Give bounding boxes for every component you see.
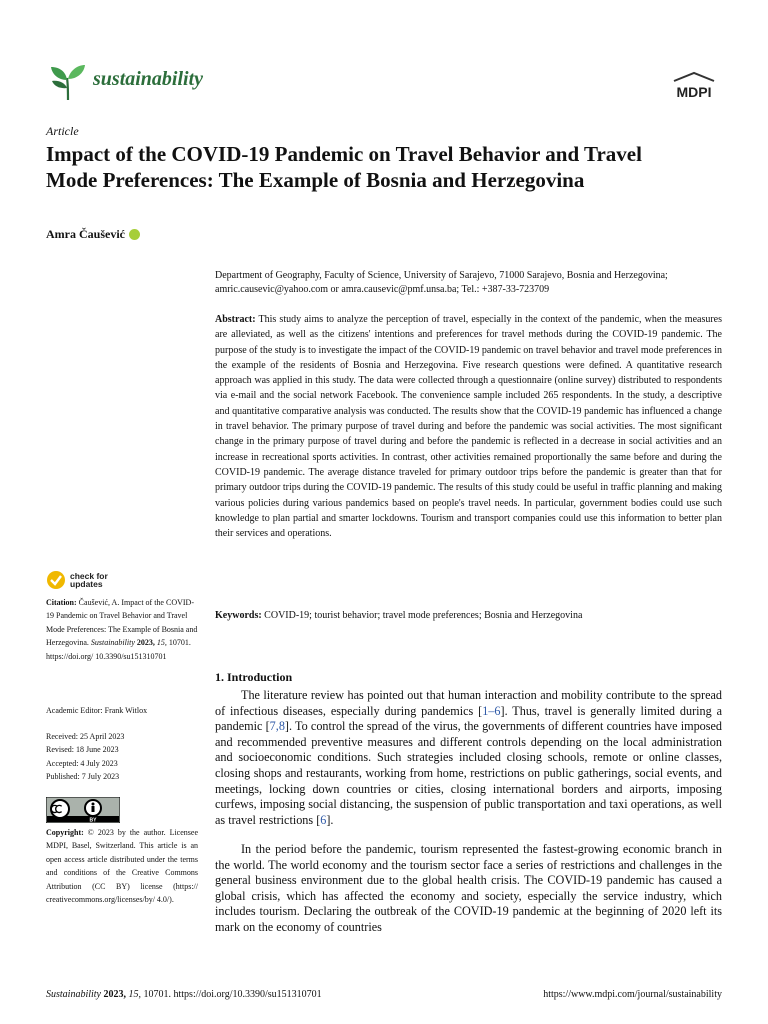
paragraph-text: ]. To control the spread of the virus, the governments of different countries have imposed and recommended preventive measures and different controls depending on the local administration and socioeconomic conditions. Such strategies included closing schools, remote or online classes, closing shops and restaurants, working from home, restrictions on public gatherings, social events, and meetings, locking down countries or cities, closing international borders and airports, imposing curfews, imposing social distancing, the suspension of public transportation and taxi operations, as well as travel restrictions [ [215, 719, 723, 827]
mdpi-logo-icon [666, 71, 722, 103]
footer-journal: Sustainability [46, 989, 101, 1000]
footer-year: 2023, [103, 989, 126, 1000]
paragraph-text: ]. [326, 812, 334, 827]
citation-volume: 15, [156, 638, 167, 648]
citation-year: 2023, [136, 638, 155, 648]
academic-editor: Academic Editor: Frank Witlox [46, 706, 148, 715]
journal-name: sustainability [93, 68, 204, 90]
reference-link[interactable]: 1–6 [482, 703, 501, 718]
orcid-icon[interactable] [129, 229, 140, 240]
citation-rest[interactable]: 10701. https://doi.org/ 10.3390/su151310701 [46, 638, 191, 661]
paragraph-text: The literature review has pointed out that human interaction and mobility contribute to the spread of infectious diseases, especially during pandemics [ [215, 688, 722, 718]
footer-citation [46, 989, 322, 1000]
citation-block [46, 596, 198, 663]
author-line [46, 227, 140, 242]
keywords-text: COVID-19; tourist behavior; travel mode preferences; Bosnia and Herzegovina [264, 610, 583, 621]
citation-text: Čaušević, A. Impact of the COVID-19 Pandemic on Travel Behavior and Travel Mode Preferences: The Example of Bosnia and Herzegovina. [46, 598, 198, 648]
cc-by-license-icon[interactable] [46, 797, 120, 823]
footer-doi[interactable]: 10701. https://doi.org/10.3390/su151310701 [143, 989, 322, 1000]
article-title: Impact of the COVID-19 Pandemic on Travel Behavior and Travel Mode Preferences: The Example of Bosnia and Herzegovina [46, 142, 642, 192]
abstract-label: Abstract: [215, 314, 256, 325]
paragraph [215, 842, 722, 936]
check-for-updates-button[interactable] [46, 569, 126, 591]
journal-leaf-logo-icon [48, 62, 88, 102]
paragraph-text: In the period before the pandemic, tourism represented the fastest-growing economic branch in the world. The world economy and the tourism sector face a series of restrictions and challenges in the general business environment due to the global health crisis. The COVID-19 pandemic has caused a global crisis, which has affected the economy and society, especially the service industry, which includes tourism. Declaring the outbreak of the COVID-19 pandemic at the beginning of 2020 left its mark on the economy of countries [215, 842, 722, 934]
copyright-text: © 2023 by the author. Licensee MDPI, Basel, Switzerland. This article is an open access article distributed under the terms and conditions of the Creative Commons Attribution (CC BY) license (https:// creativecommons.org/licenses/by/ 4.0/). [46, 828, 199, 905]
check-updates-line1: check for [70, 571, 108, 581]
check-updates-icon [46, 570, 66, 590]
mdpi-logo-text: MDPI [676, 84, 712, 100]
affiliation: Department of Geography, Faculty of Science, University of Sarajevo, 71000 Sarajevo, Bosnia and Herzegovina; amric.causevic@yahoo.com or amra.causevic@pmf.unsa.ba; Tel.: +387-33-723709 [215, 270, 668, 295]
abstract-text: This study aims to analyze the perception of travel, especially in the context of the pandemic, when the measures are alleviated, as well as the citizens' intentions and preferences for travel methods during the COVID-19 pandemic. The purpose of the study is to investigate the impact of the COVID-19 pandemic on travel behavior and travel mode preferences in the example of the residents of Bosnia and Herzegovina. Five research questions were defined. A quantitative research approach was applied in this study. The data were collected through a questionnaire (online survey) distributed to respondents via e-mail and the social network Facebook. The convenience sample included 265 respondents. In the study, a descriptive and quantitative comparative analysis was conducted. The results show that the COVID-19 pandemic has influenced a change in travel behavior. The primary purpose of travel during and before the pandemic was social activities. The most significant change in the primary purpose of travel during and before the pandemic is reflected in a decrease in social activities and an increase in recreational sports activities. In contrast, other activities remained proportionally the same before and during the COVID-19 pandemic. The average distance traveled for primary outdoor trips before the pandemic is greater than that for primary outdoor trips during the COVID-19 pandemic. The results of this study could be useful in traffic planning and making various policies during various pandemics based on people's travel needs. In particular, government bodies could use such knowledge to plan partial and smarter lockdowns. Tourism and transport companies could use this information to better plan their services and operations. [215, 314, 722, 540]
keywords-label: Keywords: [215, 610, 262, 621]
footer-volume: 15, [128, 989, 141, 1000]
citation-journal: Sustainability [90, 638, 135, 648]
paragraph [215, 688, 722, 828]
abstract [215, 312, 722, 541]
footer-journal-url[interactable]: https://www.mdpi.com/journal/sustainability [543, 989, 722, 1000]
reference-link[interactable]: 7,8 [269, 719, 285, 734]
copyright-block [46, 826, 198, 906]
cc-by-text: BY [89, 817, 97, 823]
date-received: Received: 25 April 2023 [46, 732, 125, 741]
dates-block [46, 730, 198, 784]
copyright-label: Copyright: [46, 828, 84, 837]
author-name: Amra Čaušević [46, 227, 125, 241]
keywords [215, 610, 725, 621]
section-heading: 1. Introduction [215, 670, 293, 684]
date-revised: Revised: 18 June 2023 [46, 745, 119, 755]
paragraph-text: ]. Thus, travel is generally limited during a pandemic [ [215, 703, 722, 734]
article-type: Article [46, 124, 79, 138]
check-updates-line2: updates [70, 579, 103, 589]
date-accepted: Accepted: 4 July 2023 [46, 758, 118, 768]
citation-label: Citation: [46, 598, 77, 607]
date-published: Published: 7 July 2023 [46, 772, 120, 782]
reference-link[interactable]: 6 [320, 812, 327, 827]
